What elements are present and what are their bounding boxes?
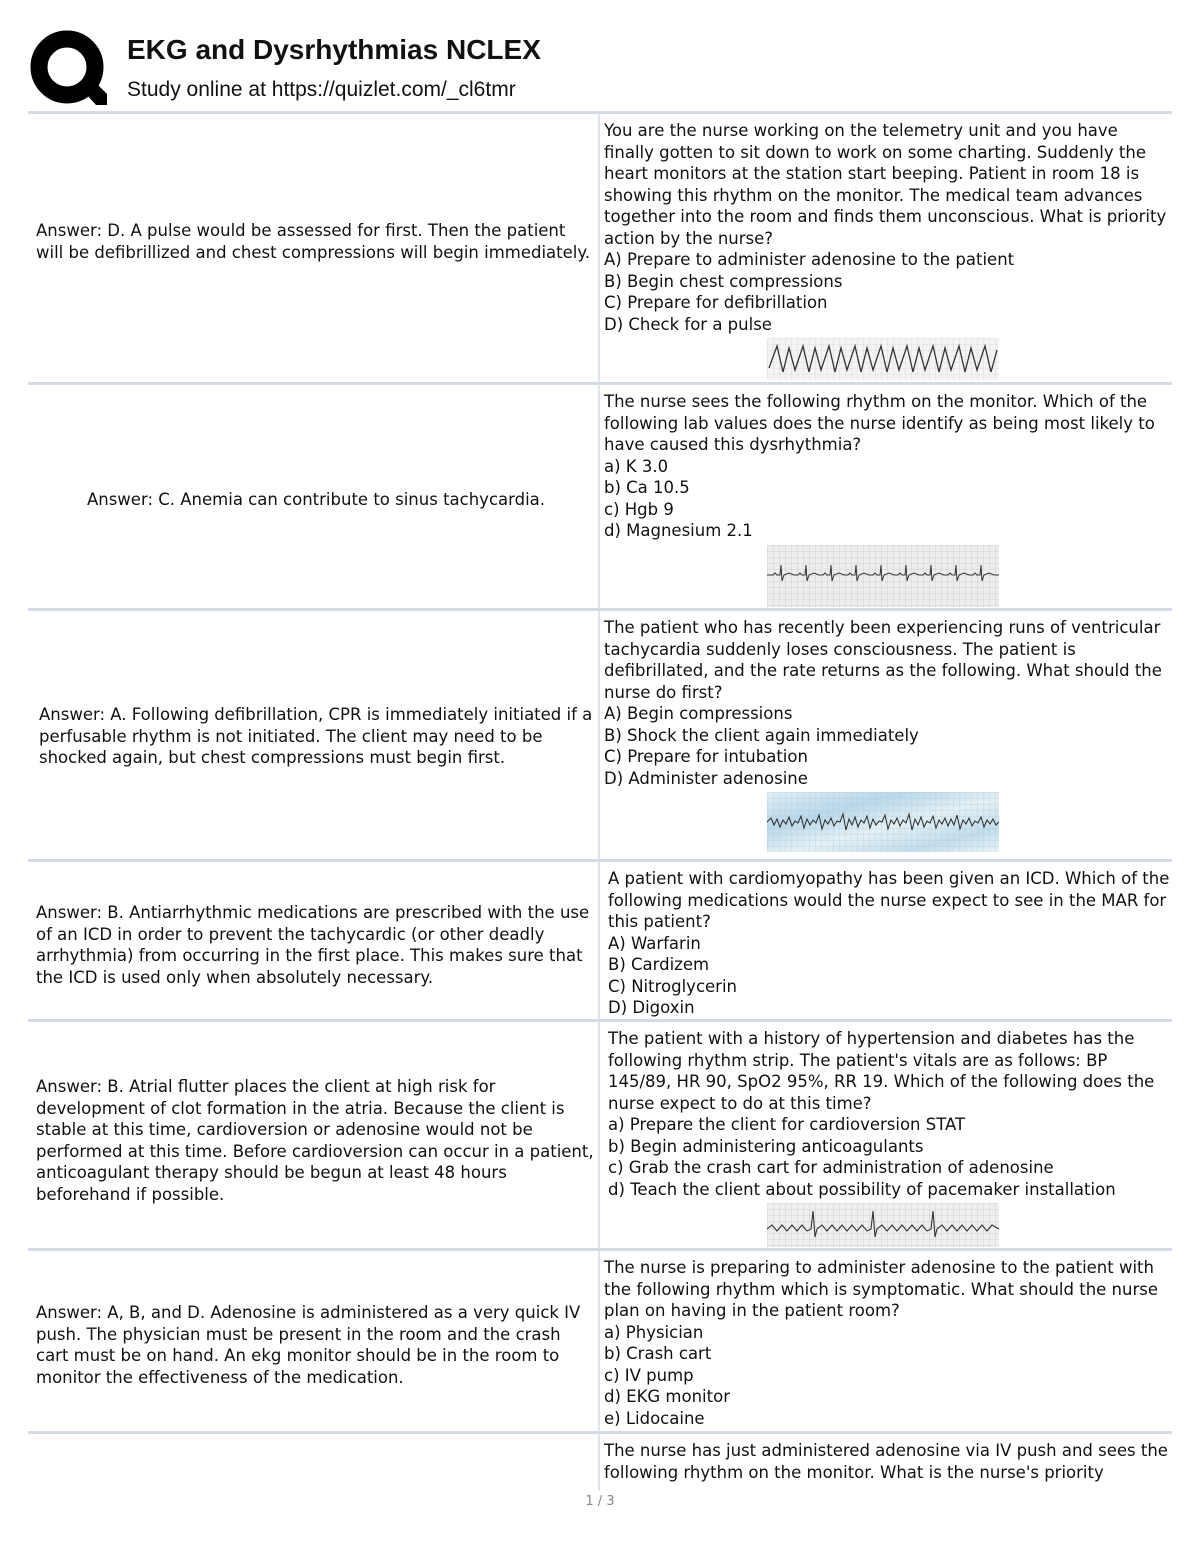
option-item: d) EKG monitor	[604, 1387, 730, 1406]
option-item: A) Warfarin	[608, 933, 701, 953]
question-text: The patient who has recently been experiencing runs of ventricular tachycardia suddenly loses consciousness. The patient is defibrillated, and the rate returns as the following. What should the nurse do first?	[604, 618, 1162, 702]
option-item: B) Cardizem	[608, 955, 710, 974]
option-item: C) Prepare for intubation	[604, 747, 808, 766]
column-divider	[598, 1022, 600, 1250]
flashcard-row	[28, 111, 1172, 384]
option-item: b) Begin administering anticoagulants	[608, 1136, 924, 1156]
answer-text: Answer: C. Anemia can contribute to sinus tachycardia.	[86, 490, 546, 509]
question-block	[608, 868, 1174, 1019]
flashcard-row	[28, 859, 1172, 1021]
ekg-strip-image	[767, 545, 999, 607]
question-block	[604, 120, 1170, 380]
option-item: e) Lidocaine	[604, 1408, 705, 1428]
flashcard-row	[28, 608, 1172, 861]
option-item: A) Prepare to administer adenosine to the patient	[604, 250, 1015, 269]
question-text: The nurse has just administered adenosine via IV push and sees the following rhythm on the monitor. What is the nurse's priority	[604, 1441, 1168, 1482]
option-item: c) Hgb 9	[604, 499, 674, 519]
option-item: D) Administer adenosine	[604, 768, 808, 788]
column-divider	[598, 862, 600, 1021]
option-item: A) Begin compressions	[604, 704, 793, 723]
option-item: a) Physician	[604, 1322, 704, 1342]
option-item: d) Magnesium 2.1	[604, 521, 753, 540]
flashcard-row	[28, 1431, 1172, 1491]
answer-text: Answer: D. A pulse would be assessed for first. Then the patient will be defibrillized and chest compressions will begin immediately.	[36, 221, 591, 262]
option-item: a) Prepare the client for cardioversion STAT	[608, 1115, 966, 1134]
question-text: The nurse sees the following rhythm on the monitor. Which of the following lab values does the nurse identify as being most likely to have caused this dysrhythmia?	[604, 392, 1155, 454]
option-item: B) Shock the client again immediately	[604, 725, 919, 745]
option-item: C) Prepare for defibrillation	[604, 293, 828, 312]
page-header	[28, 28, 1178, 112]
answer-text: Answer: A. Following defibrillation, CPR is immediately initiated if a perfusable rhythm is not initiated. The client may need to be shocked again, but chest compressions must begin first.	[39, 705, 593, 767]
option-item: D) Digoxin	[608, 998, 695, 1017]
question-block	[604, 391, 1170, 607]
document-title: EKG and Dysrhythmias NCLEX	[127, 34, 541, 65]
option-item: c) Grab the crash cart for administration of adenosine	[608, 1158, 1054, 1177]
question-text: You are the nurse working on the telemetry unit and you have finally gotten to sit down to work on some charting. Suddenly the heart monitors at the station start beeping. Patient in room 18 is showing this rhythm on the monitor. The medical team advances together into the room and finds them unconscious. What is priority action by the nurse?	[604, 121, 1167, 248]
question-text: The nurse is preparing to administer adenosine to the patient with the following rhythm which is symptomatic. What should the nurse plan on having in the patient room?	[604, 1258, 1158, 1320]
option-item: b) Ca 10.5	[604, 478, 690, 497]
column-divider	[598, 611, 600, 861]
ekg-strip-image	[767, 792, 999, 852]
column-divider	[598, 114, 600, 384]
question-block	[604, 1257, 1170, 1429]
page-number: 1 / 3	[585, 1494, 615, 1509]
answer-text: Answer: B. Atrial flutter places the client at high risk for development of clot formation in the atria. Because the client is stable at this time, cardioversion or adenosine would not be performed at this time. Before cardioversion can occur in a patient, anticoagulant therapy should be begun at least 48 hours beforehand if possible.	[36, 1077, 594, 1204]
column-divider	[598, 385, 600, 610]
quizlet-q-logo-icon	[30, 30, 108, 108]
answer-text: Answer: B. Antiarrhythmic medications are prescribed with the use of an ICD in order to prevent the tachycardic (or other deadly arrhythmia) from occurring in the first place. This makes sure that the ICD is used only when absolutely necessary.	[36, 903, 590, 987]
option-item: a) K 3.0	[604, 456, 669, 476]
option-item: c) IV pump	[604, 1365, 694, 1385]
question-block	[604, 617, 1170, 852]
option-item: B) Begin chest compressions	[604, 271, 843, 291]
column-divider	[598, 1251, 600, 1433]
flashcard-row	[28, 1019, 1172, 1250]
option-item: D) Check for a pulse	[604, 314, 772, 334]
question-block	[608, 1028, 1174, 1247]
ekg-strip-image	[767, 1203, 999, 1247]
flashcard-row	[28, 1248, 1172, 1433]
column-divider	[598, 1434, 600, 1491]
answer-text: Answer: A, B, and D. Adenosine is administered as a very quick IV push. The physician must be present in the room and the crash cart must be on hand. An ekg monitor should be in the room to monitor the effectiveness of the medication.	[36, 1303, 581, 1387]
ekg-strip-image	[767, 338, 999, 380]
flashcard-row	[28, 382, 1172, 610]
question-text: The patient with a history of hypertension and diabetes has the following rhythm strip. The patient's vitals are as follows: BP 145/89, HR 90, SpO2 95%, RR 19. Which of the following does the nurse expect to do at this time?	[608, 1029, 1155, 1113]
option-item: C) Nitroglycerin	[608, 976, 737, 996]
option-item: d) Teach the client about possibility of pacemaker installation	[608, 1179, 1116, 1199]
option-item: b) Crash cart	[604, 1344, 712, 1363]
question-text: A patient with cardiomyopathy has been given an ICD. Which of the following medications would the nurse expect to see in the MAR for this patient?	[608, 869, 1170, 931]
study-online-link[interactable]: Study online at https://quizlet.com/_cl6tmr	[127, 78, 516, 101]
question-block	[604, 1440, 1170, 1483]
